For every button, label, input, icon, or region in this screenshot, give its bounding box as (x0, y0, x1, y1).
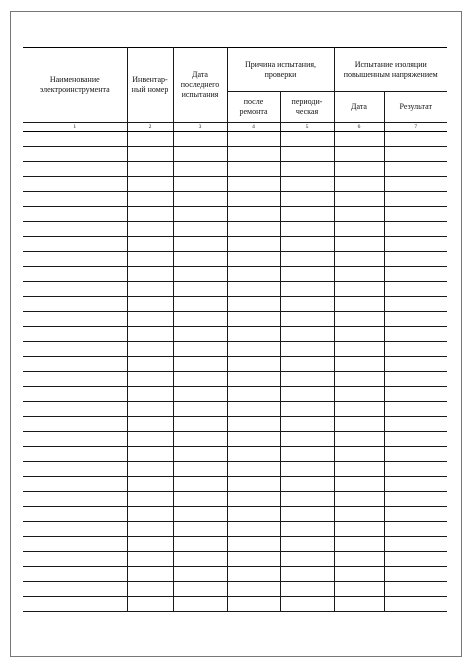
empty-cell (227, 387, 280, 402)
empty-cell (334, 402, 384, 417)
empty-cell (384, 597, 447, 612)
empty-cell (127, 507, 173, 522)
empty-cell (127, 492, 173, 507)
empty-cell (23, 552, 127, 567)
empty-cell (384, 222, 447, 237)
empty-cell (127, 267, 173, 282)
table-row (23, 282, 447, 297)
empty-cell (173, 222, 227, 237)
empty-cell (227, 222, 280, 237)
empty-cell (227, 327, 280, 342)
empty-cell (23, 207, 127, 222)
empty-cell (173, 507, 227, 522)
empty-cell (227, 207, 280, 222)
empty-cell (227, 492, 280, 507)
empty-cell (23, 267, 127, 282)
empty-cell (23, 162, 127, 177)
empty-cell (280, 177, 334, 192)
empty-cell (334, 432, 384, 447)
empty-cell (384, 492, 447, 507)
empty-cell (173, 282, 227, 297)
empty-cell (23, 432, 127, 447)
empty-cell (23, 402, 127, 417)
empty-cell (23, 237, 127, 252)
empty-cell (384, 132, 447, 147)
empty-cell (334, 312, 384, 327)
table-row (23, 552, 447, 567)
column-number: 3 (173, 123, 227, 132)
empty-cell (280, 192, 334, 207)
empty-cell (173, 252, 227, 267)
empty-cell (227, 537, 280, 552)
empty-cell (334, 477, 384, 492)
empty-cell (334, 222, 384, 237)
empty-cell (23, 312, 127, 327)
empty-cell (384, 417, 447, 432)
table-row (23, 537, 447, 552)
empty-cell (384, 207, 447, 222)
empty-cell (334, 282, 384, 297)
empty-cell (173, 582, 227, 597)
empty-cell (173, 162, 227, 177)
empty-cell (173, 147, 227, 162)
empty-cell (280, 252, 334, 267)
empty-cell (127, 237, 173, 252)
empty-cell (127, 537, 173, 552)
empty-cell (127, 252, 173, 267)
empty-cell (280, 402, 334, 417)
empty-cell (173, 522, 227, 537)
table-body (23, 132, 447, 612)
table-row (23, 237, 447, 252)
table-row (23, 207, 447, 222)
empty-cell (173, 447, 227, 462)
table-row (23, 597, 447, 612)
table-row (23, 387, 447, 402)
empty-cell (127, 387, 173, 402)
empty-cell (173, 477, 227, 492)
empty-cell (173, 462, 227, 477)
empty-cell (127, 357, 173, 372)
empty-cell (173, 372, 227, 387)
empty-cell (384, 312, 447, 327)
empty-cell (334, 597, 384, 612)
empty-cell (334, 552, 384, 567)
empty-cell (23, 297, 127, 312)
empty-cell (173, 327, 227, 342)
table-row (23, 252, 447, 267)
empty-cell (227, 312, 280, 327)
empty-cell (334, 357, 384, 372)
empty-cell (173, 192, 227, 207)
empty-cell (334, 162, 384, 177)
table-row (23, 447, 447, 462)
empty-cell (227, 282, 280, 297)
empty-cell (227, 447, 280, 462)
empty-cell (227, 522, 280, 537)
empty-cell (227, 297, 280, 312)
empty-cell (280, 282, 334, 297)
empty-cell (23, 447, 127, 462)
empty-cell (227, 177, 280, 192)
column-number: 7 (384, 123, 447, 132)
empty-cell (280, 432, 334, 447)
empty-cell (384, 522, 447, 537)
empty-cell (173, 432, 227, 447)
empty-cell (23, 192, 127, 207)
empty-cell (334, 267, 384, 282)
empty-cell (23, 492, 127, 507)
empty-cell (173, 597, 227, 612)
empty-cell (173, 357, 227, 372)
header-date: Дата (334, 92, 384, 123)
empty-cell (227, 267, 280, 282)
empty-cell (334, 567, 384, 582)
empty-cell (280, 132, 334, 147)
empty-cell (334, 372, 384, 387)
table-row (23, 372, 447, 387)
empty-cell (334, 132, 384, 147)
empty-cell (384, 327, 447, 342)
table-row (23, 477, 447, 492)
empty-cell (280, 462, 334, 477)
empty-cell (227, 237, 280, 252)
empty-cell (173, 237, 227, 252)
empty-cell (280, 237, 334, 252)
empty-cell (23, 327, 127, 342)
empty-cell (127, 567, 173, 582)
column-number: 5 (280, 123, 334, 132)
table-row (23, 162, 447, 177)
empty-cell (227, 147, 280, 162)
empty-cell (227, 507, 280, 522)
inspection-log-table (23, 47, 447, 612)
empty-cell (384, 282, 447, 297)
empty-cell (173, 537, 227, 552)
empty-cell (384, 387, 447, 402)
table-row (23, 507, 447, 522)
empty-cell (384, 177, 447, 192)
empty-cell (280, 162, 334, 177)
empty-cell (280, 327, 334, 342)
empty-cell (173, 417, 227, 432)
empty-cell (280, 522, 334, 537)
empty-cell (127, 312, 173, 327)
empty-cell (384, 402, 447, 417)
empty-cell (280, 147, 334, 162)
empty-cell (23, 252, 127, 267)
header-test-reason-group: Причина испытания, проверки (227, 48, 334, 92)
empty-cell (227, 582, 280, 597)
table-row (23, 567, 447, 582)
empty-cell (23, 372, 127, 387)
empty-cell (334, 177, 384, 192)
empty-cell (384, 552, 447, 567)
empty-cell (334, 507, 384, 522)
header-result: Результат (384, 92, 447, 123)
empty-cell (173, 567, 227, 582)
empty-cell (280, 492, 334, 507)
empty-cell (280, 567, 334, 582)
empty-cell (384, 267, 447, 282)
empty-cell (384, 252, 447, 267)
empty-cell (334, 297, 384, 312)
empty-cell (23, 477, 127, 492)
table-row (23, 342, 447, 357)
header-last-test-date: Дата последнего испытания (173, 48, 227, 123)
empty-cell (23, 282, 127, 297)
empty-cell (173, 312, 227, 327)
empty-cell (280, 267, 334, 282)
empty-cell (23, 462, 127, 477)
empty-cell (23, 582, 127, 597)
empty-cell (334, 207, 384, 222)
empty-cell (127, 597, 173, 612)
table-row (23, 492, 447, 507)
empty-cell (127, 522, 173, 537)
empty-cell (384, 192, 447, 207)
empty-cell (127, 552, 173, 567)
empty-cell (334, 522, 384, 537)
empty-cell (384, 357, 447, 372)
empty-cell (23, 342, 127, 357)
empty-cell (127, 582, 173, 597)
empty-cell (127, 297, 173, 312)
empty-cell (280, 597, 334, 612)
empty-cell (127, 342, 173, 357)
empty-cell (280, 357, 334, 372)
empty-cell (384, 462, 447, 477)
empty-cell (127, 402, 173, 417)
empty-cell (23, 147, 127, 162)
empty-cell (227, 132, 280, 147)
empty-cell (227, 402, 280, 417)
table-row (23, 432, 447, 447)
empty-cell (23, 417, 127, 432)
empty-cell (334, 327, 384, 342)
empty-cell (334, 462, 384, 477)
empty-cell (23, 507, 127, 522)
table-row (23, 462, 447, 477)
column-number: 4 (227, 123, 280, 132)
header-insulation-test-group: Испытание изоляции повышенным напряжением (334, 48, 447, 92)
empty-cell (23, 387, 127, 402)
table-row (23, 312, 447, 327)
empty-cell (334, 342, 384, 357)
empty-cell (384, 447, 447, 462)
empty-cell (23, 222, 127, 237)
empty-cell (334, 417, 384, 432)
empty-cell (334, 252, 384, 267)
empty-cell (280, 417, 334, 432)
empty-cell (127, 282, 173, 297)
empty-cell (334, 387, 384, 402)
empty-cell (227, 567, 280, 582)
table-row (23, 222, 447, 237)
empty-cell (173, 132, 227, 147)
empty-cell (127, 462, 173, 477)
empty-cell (23, 567, 127, 582)
table-row (23, 327, 447, 342)
empty-cell (227, 462, 280, 477)
empty-cell (227, 432, 280, 447)
empty-cell (227, 342, 280, 357)
empty-cell (227, 597, 280, 612)
empty-cell (227, 192, 280, 207)
empty-cell (334, 447, 384, 462)
empty-cell (384, 297, 447, 312)
empty-cell (280, 342, 334, 357)
empty-cell (334, 582, 384, 597)
empty-cell (280, 447, 334, 462)
table-row (23, 132, 447, 147)
empty-cell (127, 162, 173, 177)
empty-cell (280, 507, 334, 522)
empty-cell (227, 417, 280, 432)
table-row (23, 402, 447, 417)
empty-cell (334, 147, 384, 162)
header-after-repair: после ремонта (227, 92, 280, 123)
table-row (23, 177, 447, 192)
empty-cell (280, 387, 334, 402)
empty-cell (384, 537, 447, 552)
empty-cell (173, 552, 227, 567)
table-row (23, 192, 447, 207)
column-number: 2 (127, 123, 173, 132)
empty-cell (127, 147, 173, 162)
table-row (23, 522, 447, 537)
empty-cell (280, 297, 334, 312)
empty-cell (173, 342, 227, 357)
empty-cell (384, 342, 447, 357)
empty-cell (23, 537, 127, 552)
empty-cell (23, 177, 127, 192)
empty-cell (173, 177, 227, 192)
header-inventory-number: Инвентар-ный номер (127, 48, 173, 123)
empty-cell (173, 402, 227, 417)
empty-cell (127, 132, 173, 147)
table-row (23, 417, 447, 432)
empty-cell (227, 357, 280, 372)
empty-cell (173, 297, 227, 312)
empty-cell (173, 492, 227, 507)
column-number: 1 (23, 123, 127, 132)
empty-cell (384, 162, 447, 177)
empty-cell (334, 492, 384, 507)
empty-cell (127, 432, 173, 447)
empty-cell (384, 147, 447, 162)
empty-cell (173, 207, 227, 222)
empty-cell (127, 192, 173, 207)
empty-cell (334, 192, 384, 207)
empty-cell (23, 522, 127, 537)
empty-cell (127, 447, 173, 462)
table-row (23, 267, 447, 282)
empty-cell (334, 537, 384, 552)
empty-cell (280, 207, 334, 222)
empty-cell (173, 387, 227, 402)
empty-cell (280, 552, 334, 567)
empty-cell (384, 477, 447, 492)
empty-cell (280, 582, 334, 597)
empty-cell (227, 372, 280, 387)
table-row (23, 297, 447, 312)
empty-cell (127, 207, 173, 222)
empty-cell (384, 372, 447, 387)
table-row (23, 582, 447, 597)
empty-cell (227, 552, 280, 567)
empty-cell (384, 507, 447, 522)
empty-cell (280, 537, 334, 552)
empty-cell (280, 312, 334, 327)
empty-cell (280, 372, 334, 387)
table-row (23, 357, 447, 372)
empty-cell (227, 477, 280, 492)
header-periodic: периоди-ческая (280, 92, 334, 123)
empty-cell (384, 432, 447, 447)
empty-cell (334, 237, 384, 252)
table-row (23, 147, 447, 162)
empty-cell (23, 357, 127, 372)
column-number: 6 (334, 123, 384, 132)
empty-cell (127, 327, 173, 342)
empty-cell (127, 417, 173, 432)
empty-cell (384, 582, 447, 597)
empty-cell (23, 132, 127, 147)
empty-cell (227, 162, 280, 177)
empty-cell (384, 567, 447, 582)
empty-cell (173, 267, 227, 282)
empty-cell (127, 477, 173, 492)
empty-cell (280, 222, 334, 237)
empty-cell (127, 372, 173, 387)
empty-cell (227, 252, 280, 267)
empty-cell (23, 597, 127, 612)
empty-cell (127, 177, 173, 192)
empty-cell (127, 222, 173, 237)
empty-cell (384, 237, 447, 252)
empty-cell (280, 477, 334, 492)
header-tool-name: Наименование электроинструмента (23, 48, 127, 123)
